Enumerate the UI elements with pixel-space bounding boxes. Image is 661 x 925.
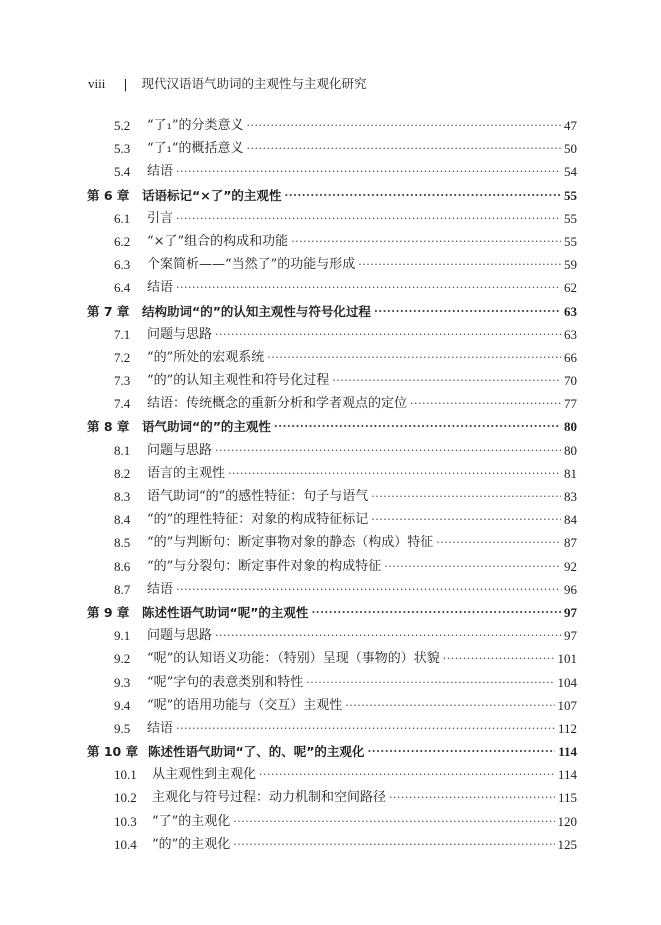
- toc-section-entry: [0, 439, 661, 462]
- toc-entry-page: 96: [564, 581, 577, 597]
- toc-section-entry: [0, 485, 661, 508]
- toc-entry-page: 59: [564, 257, 577, 273]
- toc-entry-number: 6.4: [114, 280, 131, 296]
- toc-entry-number: 8.1: [114, 442, 131, 458]
- toc-entry-title: 问题与思路: [147, 326, 213, 342]
- toc-entry-title: 结语: [147, 280, 174, 296]
- toc-section-entry: [0, 276, 661, 299]
- toc-entry-title: 结语: [147, 164, 174, 180]
- toc-entry-number: 第 6 章: [87, 187, 130, 203]
- toc-entry-page: 87: [564, 535, 577, 551]
- toc-entry-page: 66: [564, 349, 577, 365]
- toc-entry-page: 114: [558, 744, 577, 760]
- toc-entry-number: 10.1: [114, 767, 137, 783]
- toc-entry-title: “的”与判断句：断定事物对象的静态（构成）特征: [147, 535, 434, 551]
- toc-entry-page: 80: [564, 419, 577, 435]
- toc-entry-title: 问题与思路: [147, 442, 213, 458]
- toc-entry-number: 第 7 章: [87, 303, 130, 319]
- toc-entry-number: 10.3: [114, 813, 137, 829]
- toc-entry-number: 6.2: [114, 233, 131, 249]
- toc-entry-number: 9.1: [114, 628, 131, 644]
- toc-entry-title: “的”所处的宏观系统: [147, 349, 265, 365]
- toc-entry-page: 84: [564, 512, 577, 528]
- toc-section-entry: [0, 555, 661, 578]
- toc-entry-title: 从主观性到主观化: [152, 767, 257, 783]
- toc-section-entry: [0, 137, 661, 160]
- toc-leader-dots: [436, 531, 561, 554]
- header-separator: |: [123, 76, 128, 91]
- toc-leader-dots: [367, 740, 555, 763]
- toc-section-entry: [0, 694, 661, 717]
- toc-entry-title: 陈述性语气助词“了、的、呢”的主观化: [148, 744, 365, 760]
- toc-entry-number: 8.2: [114, 465, 131, 481]
- toc-entry-page: 55: [564, 187, 577, 203]
- toc-entry-number: 10.4: [114, 836, 137, 852]
- toc-entry-title: 结构助词“的”的认知主观性与符号化过程: [142, 303, 371, 319]
- toc-entry-page: 115: [557, 790, 577, 806]
- toc-section-entry: [0, 462, 661, 485]
- toc-entry-title: 结语: [147, 720, 174, 736]
- toc-leader-dots: [233, 833, 554, 856]
- toc-entry-page: 125: [557, 836, 577, 852]
- toc-chapter-entry: [0, 300, 661, 323]
- toc-chapter-entry: [0, 184, 661, 207]
- toc-entry-number: 9.2: [114, 651, 131, 667]
- toc-leader-dots: [233, 810, 554, 833]
- toc-entry-page: 55: [564, 233, 577, 249]
- toc-entry-title: 话语标记“×了”的主观性: [142, 187, 282, 203]
- toc-entry-page: 55: [564, 210, 577, 226]
- toc-entry-number: 6.3: [114, 257, 131, 273]
- toc-leader-dots: [358, 253, 561, 276]
- toc-entry-page: 104: [557, 674, 577, 690]
- toc-entry-title: 结语: [147, 581, 174, 597]
- toc-entry-title: 语气助词“的”的主观性: [142, 419, 271, 435]
- toc-entry-number: 9.5: [114, 720, 131, 736]
- toc-section-entry: [0, 833, 661, 856]
- toc-leader-dots: [259, 763, 555, 786]
- toc-entry-number: 5.2: [114, 118, 131, 133]
- toc-section-entry: [0, 531, 661, 554]
- toc-entry-number: 7.4: [114, 396, 131, 412]
- toc-section-entry: [0, 230, 661, 253]
- toc-entry-number: 8.7: [114, 581, 131, 597]
- toc-entry-title: 主观化与符号过程：动力机制和空间路径: [152, 790, 387, 806]
- toc-section-entry: [0, 369, 661, 392]
- toc-entry-page: 92: [564, 558, 577, 574]
- toc-entry-title: “呢”字句的表意类别和特性: [147, 674, 304, 690]
- toc-entry-number: 第 10 章: [87, 744, 139, 760]
- toc-entry-number: 8.6: [114, 558, 131, 574]
- toc-entry-title: “×了”组合的构成和功能: [147, 233, 289, 249]
- toc-leader-dots: [247, 137, 561, 160]
- toc-entry-title: 语言的主观性: [147, 465, 226, 481]
- toc-entry-page: 81: [564, 465, 577, 481]
- toc-leader-dots: [215, 323, 561, 346]
- toc-leader-dots: [176, 717, 555, 740]
- toc-leader-dots: [176, 276, 561, 299]
- toc-entry-page: 107: [557, 697, 577, 713]
- toc-entry-number: 8.4: [114, 512, 131, 528]
- toc-leader-dots: [374, 300, 561, 323]
- toc-entry-page: 70: [564, 373, 577, 389]
- toc-entry-number: 7.1: [114, 326, 131, 342]
- toc-entry-page: 83: [564, 489, 577, 504]
- toc-entry-title: “了₁”的概括意义: [147, 141, 244, 157]
- toc-chapter-entry: [0, 415, 661, 438]
- toc-entry-title: “了”的主观化: [152, 813, 231, 829]
- toc-leader-dots: [332, 369, 561, 392]
- toc-entry-page: 50: [564, 141, 577, 157]
- toc-entry-page: 97: [564, 628, 577, 644]
- toc-entry-page: 54: [564, 164, 577, 180]
- toc-entry-number: 8.5: [114, 535, 131, 551]
- toc-entry-number: 7.3: [114, 373, 131, 389]
- toc-entry-number: 5.3: [114, 141, 131, 157]
- toc-entry-title: 个案简析——“当然了”的功能与形成: [147, 257, 356, 273]
- toc-entry-number: 7.2: [114, 349, 131, 365]
- toc-entry-page: 63: [564, 303, 577, 319]
- toc-leader-dots: [306, 671, 554, 694]
- toc-section-entry: [0, 671, 661, 694]
- toc-section-entry: [0, 207, 661, 230]
- toc-leader-dots: [311, 601, 561, 624]
- toc-entry-title: 陈述性语气助词“呢”的主观性: [142, 604, 309, 620]
- toc-entry-title: “的”与分裂句：断定事件对象的构成特征: [147, 558, 382, 574]
- toc-entry-page: 80: [564, 442, 577, 458]
- toc-section-entry: [0, 346, 661, 369]
- toc-section-entry: [0, 624, 661, 647]
- toc-leader-dots: [176, 160, 561, 183]
- toc-chapter-entry: [0, 740, 661, 763]
- toc-leader-dots: [291, 230, 561, 253]
- toc-leader-dots: [410, 392, 561, 415]
- toc-leader-dots: [176, 578, 561, 601]
- toc-entry-title: 语气助词“的”的感性特征：句子与语气: [147, 489, 369, 504]
- toc-entry-title: “的”的理性特征：对象的构成特征标记: [147, 512, 369, 528]
- toc-leader-dots: [247, 114, 561, 137]
- toc-entry-title: 问题与思路: [147, 628, 213, 644]
- toc-leader-dots: [228, 462, 561, 485]
- toc-leader-dots: [443, 647, 555, 670]
- toc-leader-dots: [274, 415, 561, 438]
- toc-section-entry: [0, 114, 661, 137]
- toc-entry-number: 6.1: [114, 210, 131, 226]
- toc-entry-title: 引言: [147, 210, 174, 226]
- toc-section-entry: [0, 786, 661, 809]
- toc-entry-title: 结语：传统概念的重新分析和学者观点的定位: [147, 396, 408, 412]
- toc-entry-page: 114: [557, 767, 577, 783]
- toc-section-entry: [0, 810, 661, 833]
- toc-chapter-entry: [0, 601, 661, 624]
- toc-entry-number: 9.3: [114, 674, 131, 690]
- header-page-number: viii: [88, 76, 106, 91]
- toc-leader-dots: [371, 485, 561, 508]
- toc-entry-page: 77: [564, 396, 577, 412]
- table-of-contents: [0, 114, 661, 856]
- toc-entry-title: “呢”的认知语义功能：（特别）呈现（事物的）状貌: [147, 651, 440, 667]
- toc-section-entry: [0, 717, 661, 740]
- toc-entry-title: “了₁”的分类意义: [147, 118, 244, 133]
- toc-section-entry: [0, 392, 661, 415]
- toc-leader-dots: [267, 346, 561, 369]
- running-header: [88, 74, 601, 94]
- toc-section-entry: [0, 763, 661, 786]
- toc-section-entry: [0, 578, 661, 601]
- toc-section-entry: [0, 253, 661, 276]
- toc-leader-dots: [215, 439, 561, 462]
- toc-leader-dots: [176, 207, 561, 230]
- toc-entry-number: 第 8 章: [87, 419, 130, 435]
- toc-entry-page: 62: [564, 280, 577, 296]
- toc-entry-number: 8.3: [114, 489, 131, 504]
- toc-entry-page: 101: [557, 651, 577, 667]
- toc-section-entry: [0, 160, 661, 183]
- toc-entry-page: 63: [564, 326, 577, 342]
- toc-section-entry: [0, 323, 661, 346]
- toc-leader-dots: [215, 624, 561, 647]
- toc-leader-dots: [389, 786, 555, 809]
- toc-entry-title: “的”的主观化: [152, 836, 231, 852]
- toc-entry-number: 10.2: [114, 790, 137, 806]
- toc-entry-number: 9.4: [114, 697, 131, 713]
- toc-leader-dots: [371, 508, 561, 531]
- header-book-title: 现代汉语语气助词的主观性与主观化研究: [141, 76, 367, 91]
- toc-leader-dots: [345, 694, 554, 717]
- toc-entry-page: 120: [557, 813, 577, 829]
- toc-entry-page: 47: [564, 118, 577, 133]
- toc-leader-dots: [284, 184, 561, 207]
- toc-section-entry: [0, 647, 661, 670]
- toc-entry-number: 5.4: [114, 164, 131, 180]
- toc-entry-page: 97: [564, 604, 577, 620]
- toc-leader-dots: [384, 555, 561, 578]
- toc-entry-page: 112: [557, 720, 577, 736]
- toc-section-entry: [0, 508, 661, 531]
- toc-entry-number: 第 9 章: [87, 604, 130, 620]
- toc-entry-title: “的”的认知主观性和符号化过程: [147, 373, 330, 389]
- toc-entry-title: “呢”的语用功能与（交互）主观性: [147, 697, 343, 713]
